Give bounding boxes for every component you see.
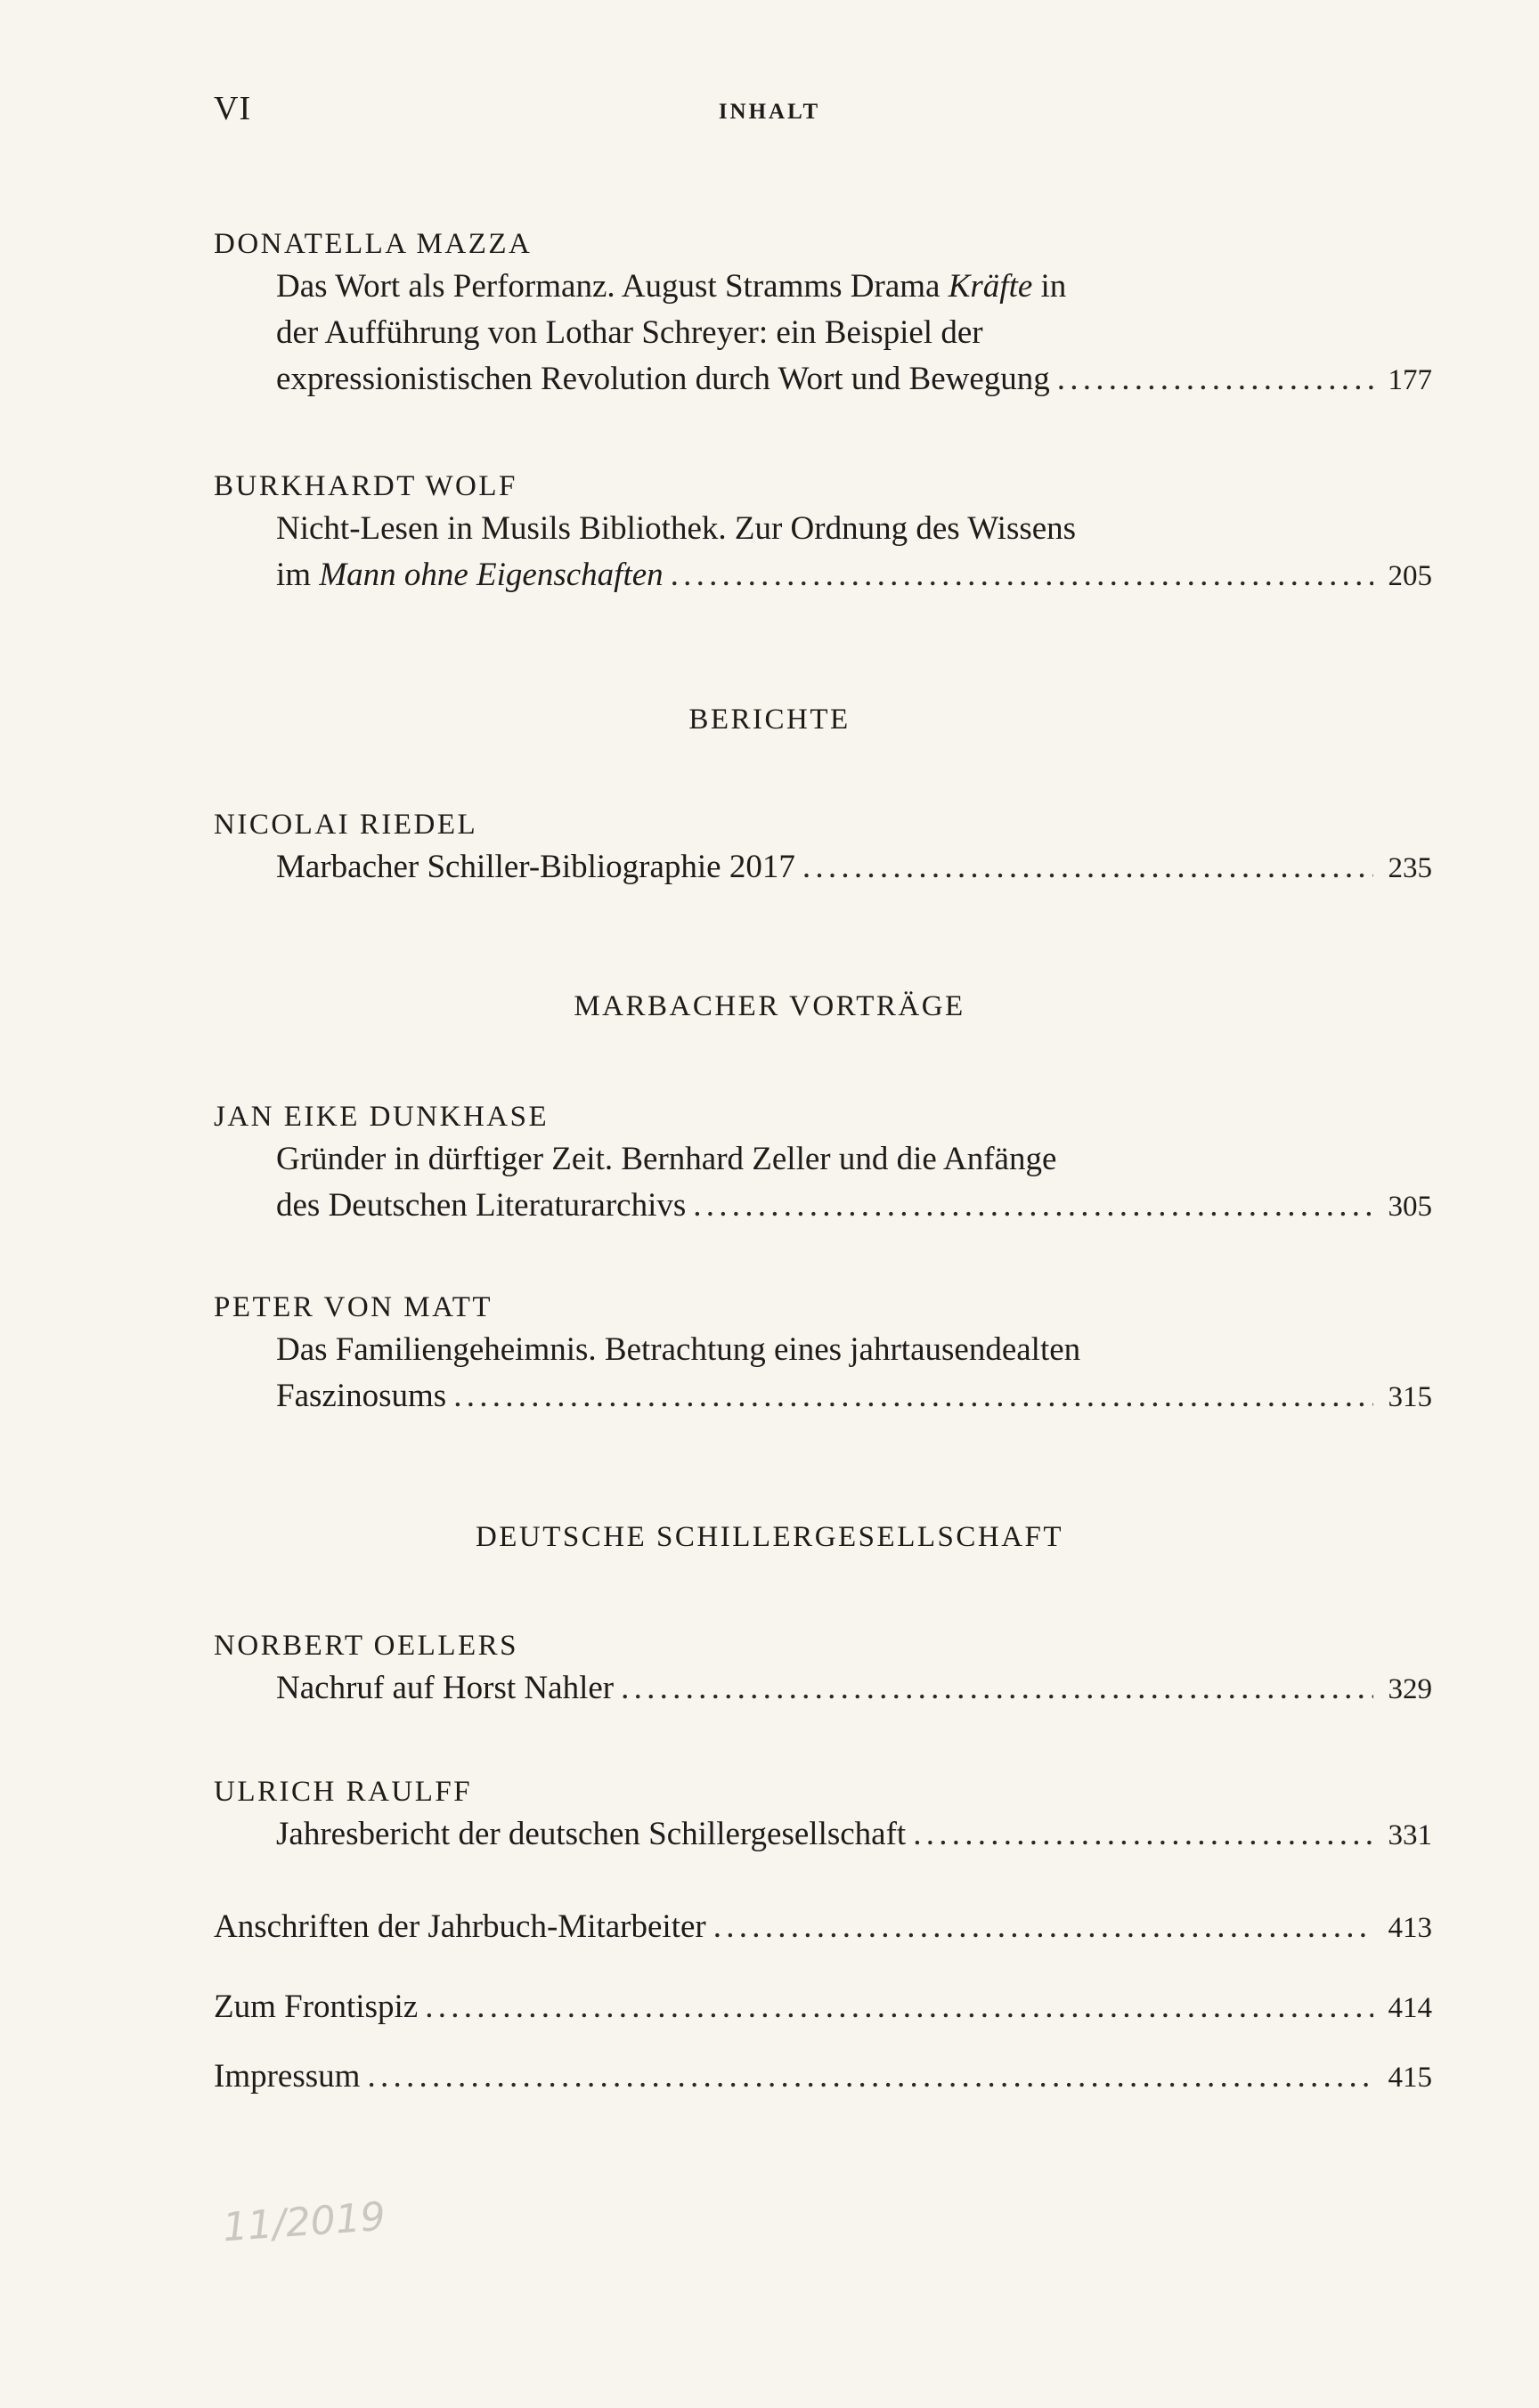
toc-entry-wolf xyxy=(214,467,1432,598)
entry-page-number: 413 xyxy=(1388,1912,1432,1944)
toc-entry-anschriften xyxy=(214,1904,1432,1950)
dot-leader xyxy=(713,1904,1373,1950)
section-heading-vortraege: MARBACHER VORTRÄGE xyxy=(574,990,965,1022)
dot-leader xyxy=(802,844,1373,891)
entry-title xyxy=(214,1984,1432,2030)
title-text: Nachruf auf Horst Nahler xyxy=(276,1670,615,1706)
section-heading-gesellschaft: DEUTSCHE SCHILLERGESELLSCHAFT xyxy=(475,1521,1064,1553)
entry-author: ULRICH RAULFF xyxy=(214,1776,473,1808)
entry-page-number: 305 xyxy=(1388,1191,1432,1223)
entry-page-number: 331 xyxy=(1388,1819,1432,1851)
entry-title xyxy=(276,1811,1432,1858)
dot-leader xyxy=(913,1811,1373,1858)
toc-entry-matt xyxy=(214,1288,1432,1420)
entry-title-line xyxy=(276,1373,1432,1420)
dot-leader xyxy=(671,552,1373,598)
toc-entry-riedel xyxy=(214,805,1432,891)
running-head: INHALT xyxy=(718,100,821,124)
entry-title xyxy=(214,1904,1432,1950)
entry-title-line xyxy=(276,1665,1432,1712)
entry-page-number: 315 xyxy=(1388,1381,1432,1413)
entry-title-line xyxy=(276,844,1432,891)
title-text: Faszinosums xyxy=(276,1378,447,1414)
toc-entry-raulff xyxy=(214,1772,1432,1858)
entry-title-line xyxy=(214,1984,1432,2030)
entry-title-line xyxy=(214,2054,1432,2100)
entry-title xyxy=(276,1136,1432,1229)
entry-title xyxy=(276,844,1432,891)
entry-author: BURKHARDT WOLF xyxy=(214,470,517,502)
entry-page-number: 414 xyxy=(1388,1992,1432,2024)
entry-author: DONATELLA MAZZA xyxy=(214,228,533,260)
dot-leader xyxy=(453,1373,1373,1420)
entry-title xyxy=(276,506,1432,598)
title-text: Impressum xyxy=(214,2058,361,2095)
toc-entry-mazza xyxy=(214,224,1432,403)
toc-entry-impressum xyxy=(214,2054,1432,2100)
entry-author: PETER VON MATT xyxy=(214,1291,493,1323)
entry-title-line xyxy=(276,356,1432,403)
dot-leader xyxy=(621,1665,1373,1712)
toc-entry-oellers xyxy=(214,1626,1432,1712)
entry-page-number: 205 xyxy=(1388,560,1432,592)
entry-page-number: 177 xyxy=(1388,364,1432,396)
entry-title xyxy=(276,1665,1432,1712)
dot-leader xyxy=(425,1984,1373,2030)
entry-title-line: Gründer in dürftiger Zeit. Bernhard Zeller und die Anfänge xyxy=(276,1141,1057,1177)
title-text: Marbacher Schiller-Bibliographie 2017 xyxy=(276,849,795,885)
entry-title-line xyxy=(276,1183,1432,1229)
title-text xyxy=(276,552,664,598)
entry-title-line: Nicht-Lesen in Musils Bibliothek. Zur Ordnung des Wissens xyxy=(276,510,1077,547)
entry-author: NORBERT OELLERS xyxy=(214,1630,519,1662)
entry-author: JAN EIKE DUNKHASE xyxy=(214,1101,550,1133)
entry-title-line xyxy=(276,552,1432,598)
title-text: des Deutschen Literaturarchivs xyxy=(276,1187,687,1224)
title-text: in xyxy=(1032,268,1067,305)
handwritten-pencil-note: 11/2019 xyxy=(221,2193,387,2251)
title-text: Anschriften der Jahrbuch-Mitarbeiter xyxy=(214,1908,706,1945)
dot-leader xyxy=(1057,356,1373,403)
dot-leader xyxy=(367,2054,1373,2100)
title-italic-text: Mann ohne Eigenschaften xyxy=(319,557,664,593)
entry-title-line xyxy=(276,264,1432,310)
title-text: Zum Frontispiz xyxy=(214,1989,419,2025)
section-heading-berichte: BERICHTE xyxy=(688,704,851,736)
title-text: Das Wort als Performanz. August Stramms Drama xyxy=(276,268,949,305)
title-italic-text: Kräfte xyxy=(948,268,1033,305)
entry-title-line xyxy=(276,1811,1432,1858)
title-text: Jahresbericht der deutschen Schillergesellschaft xyxy=(276,1816,907,1852)
dot-leader xyxy=(693,1183,1373,1229)
entry-title-line: der Aufführung von Lothar Schreyer: ein Beispiel der xyxy=(276,314,983,351)
toc-entry-frontispiz xyxy=(214,1984,1432,2030)
title-text: expressionistischen Revolution durch Wort und Bewegung xyxy=(276,361,1050,397)
entry-title-line: Das Familiengeheimnis. Betrachtung eines jahrtausendealten xyxy=(276,1331,1081,1368)
toc-entry-dunkhase xyxy=(214,1097,1432,1229)
entry-title xyxy=(276,264,1432,403)
entry-title xyxy=(276,1327,1432,1420)
title-text: im xyxy=(276,557,320,593)
entry-author: NICOLAI RIEDEL xyxy=(214,809,478,841)
entry-title xyxy=(214,2054,1432,2100)
entry-page-number: 235 xyxy=(1388,852,1432,884)
entry-page-number: 415 xyxy=(1388,2062,1432,2094)
page-number: VI xyxy=(214,90,252,127)
entry-page-number: 329 xyxy=(1388,1673,1432,1705)
entry-title-line xyxy=(214,1904,1432,1950)
